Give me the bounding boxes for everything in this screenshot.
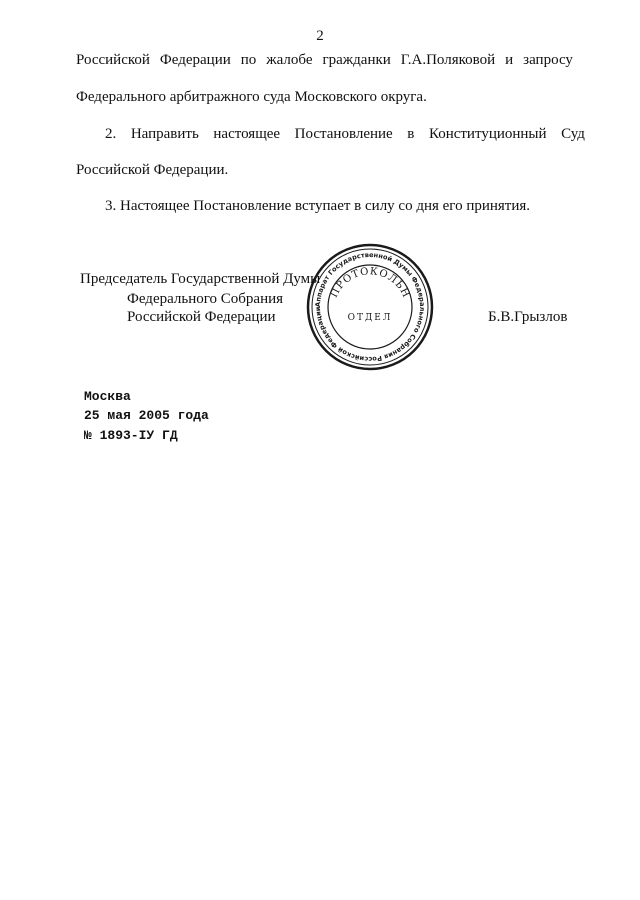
stamp-inner-top: ПРОТОКОЛЬН xyxy=(328,266,412,301)
word: Конституционный xyxy=(428,126,547,142)
word: Федерации xyxy=(159,52,231,68)
word: Г.А.Поляковой xyxy=(400,52,496,68)
word: 2. xyxy=(105,126,117,142)
word: Российской xyxy=(76,52,150,68)
paragraph-1-line-1 xyxy=(76,52,573,69)
word: Постановление xyxy=(294,126,393,142)
signature-title-line-3: Российской Федерации xyxy=(127,309,276,325)
paragraph-3: 3. Настоящее Постановление вступает в силу со дня его принятия. xyxy=(105,198,531,214)
word: жалобе xyxy=(266,52,313,68)
paragraph-1-line-2: Федерального арбитражного суда Московского округа. xyxy=(76,89,427,105)
stamp-seal-icon xyxy=(305,242,435,372)
page-number: 2 xyxy=(316,28,324,44)
signatory-name: Б.В.Грызлов xyxy=(488,309,568,325)
word: настоящее xyxy=(213,126,281,142)
svg-text:Аппарат Государственной Думы Ф xyxy=(314,251,426,363)
signature-title-line-1: Председатель Государственной Думы xyxy=(80,271,321,287)
word: запросу xyxy=(523,52,573,68)
word: в xyxy=(407,126,415,142)
paragraph-2-line-2: Российской Федерации. xyxy=(76,162,229,178)
official-stamp xyxy=(305,242,435,372)
date: 25 мая 2005 года xyxy=(84,408,209,423)
word: по xyxy=(240,52,257,68)
word: Направить xyxy=(130,126,199,142)
word: гражданки xyxy=(322,52,391,68)
document-number: № 1893-IУ ГД xyxy=(84,428,178,443)
signature-title-line-2: Федерального Собрания xyxy=(127,291,284,307)
word: Суд xyxy=(561,126,585,142)
stamp-outer-text: Аппарат Государственной Думы Федерального Собрания Российской Федерации xyxy=(313,250,427,364)
paragraph-2-line-1 xyxy=(105,126,585,143)
city: Москва xyxy=(84,389,131,404)
word: и xyxy=(505,52,514,68)
stamp-inner-bottom: ОТДЕЛ xyxy=(347,313,393,323)
